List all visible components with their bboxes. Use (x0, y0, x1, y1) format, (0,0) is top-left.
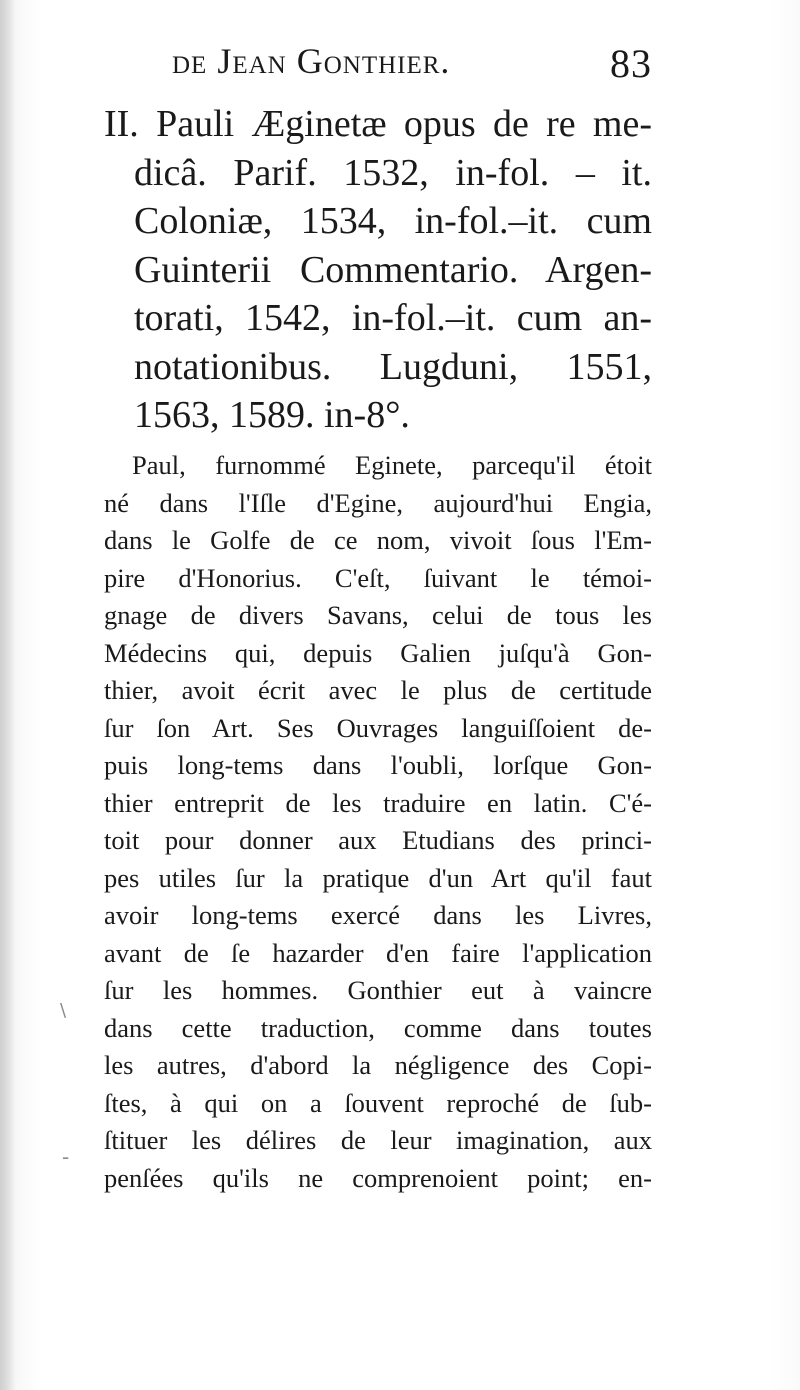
entry-line: torati, 1542, in-fol.–it. cum an- (134, 297, 652, 339)
body-line: dans cette traduction, comme dans toutes (104, 1012, 652, 1043)
body-line: ſur les hommes. Gonthier eut à vaincre (104, 975, 652, 1005)
page-number: 83 (610, 41, 652, 86)
bibliography-entry (104, 100, 652, 440)
body-line: thier, avoit écrit avec le plus de certitude (104, 675, 652, 705)
body-line: Médecins qui, depuis Galien juſqu'à Gon- (104, 637, 652, 668)
running-head (172, 40, 652, 100)
entry-line: dicâ. Parif. 1532, in-fol. – it. (134, 151, 652, 194)
margin-mark: \ (60, 1000, 67, 1021)
entry-line: Guinterii Commentario. Argen- (134, 248, 652, 291)
body-line: toit pour donner aux Etudians des princi- (104, 825, 652, 855)
body-paragraph (104, 447, 652, 1197)
entry-line: 1563, 1589. in-8°. (134, 394, 410, 436)
body-line: puis long-tems dans l'oubli, lorſque Gon- (104, 750, 652, 780)
body-line: avoir long-tems exercé dans les Livres, (104, 900, 652, 930)
entry-line: II. Pauli Æginetæ opus de re me- (104, 103, 652, 145)
body-line: gnage de divers Savans, celui de tous les (104, 600, 652, 630)
body-line: penſées qu'ils ne comprenoient point; en- (104, 1162, 652, 1193)
entry-line: Coloniæ, 1534, in-fol.–it. cum (134, 200, 652, 242)
body-line: thier entreprit de les traduire en latin. C'é- (104, 787, 652, 818)
body-line: Paul, furnommé Eginete, parcequ'il étoit (132, 450, 652, 480)
body-line: né dans l'Iſle d'Egine, aujourd'hui Engia, (104, 487, 652, 518)
margin-mark: - (62, 1145, 70, 1169)
body-line: ſtes, à qui on a ſouvent reproché de ſub- (104, 1087, 652, 1118)
running-head-title: de Jean Gonthier. (172, 41, 451, 81)
gutter-shadow (0, 0, 16, 1390)
entry-line: notationibus. Lugduni, 1551, (134, 345, 652, 388)
body-line: pire d'Honorius. C'eſt, ſuivant le témoi- (104, 562, 652, 593)
body-line: ſur ſon Art. Ses Ouvrages languiſſoient de- (104, 712, 652, 743)
body-line: les autres, d'abord la négligence des Copi- (104, 1050, 652, 1080)
body-line: dans le Golfe de ce nom, vivoit ſous l'Em- (104, 525, 652, 555)
body-line: ſtituer les délires de leur imagination, aux (104, 1125, 652, 1155)
body-line: avant de ſe hazarder d'en faire l'application (104, 937, 652, 968)
body-line: pes utiles ſur la pratique d'un Art qu'il faut (104, 862, 652, 893)
